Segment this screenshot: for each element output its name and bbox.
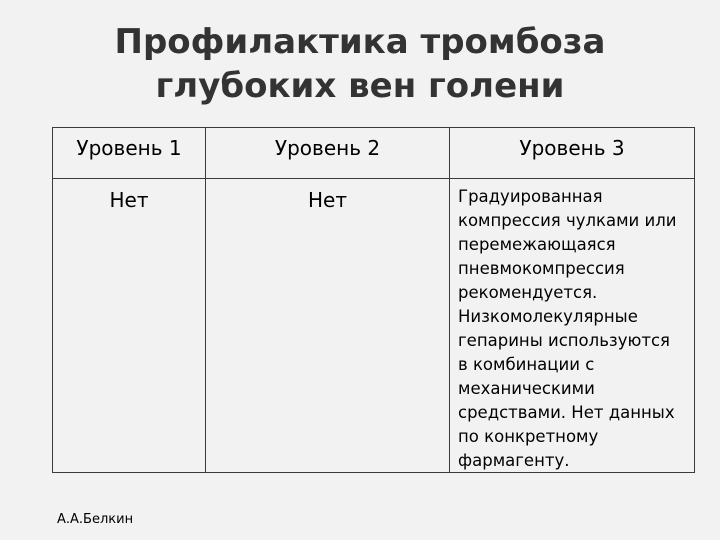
cell-level-3-line: перемежающаяся	[458, 235, 616, 254]
cell-level-3	[450, 179, 694, 473]
cell-level-3-line: гепарины используются	[458, 331, 670, 350]
slide-title-line-2: глубоких вен голени	[155, 66, 565, 106]
author-name: А.А.Белкин	[57, 512, 134, 527]
slide-title	[0, 20, 720, 108]
slide-title-line-1: Профилактика тромбоза	[114, 22, 606, 62]
cell-level-1: Нет	[53, 179, 206, 473]
cell-level-3-line: механическими	[458, 379, 595, 398]
cell-level-3-line: Градуированная	[458, 187, 603, 206]
cell-level-2: Нет	[206, 179, 450, 473]
header-level-3: Уровень 3	[450, 128, 694, 179]
cell-level-3-line: пневмокомпрессия	[458, 259, 625, 278]
header-level-1: Уровень 1	[53, 128, 206, 179]
cell-level-3-line: компрессия чулками или	[458, 211, 677, 230]
cell-level-3-line: фармагенту.	[458, 451, 570, 470]
cell-level-3-line: Низкомолекулярные	[458, 307, 638, 326]
cell-level-3-line: в комбинации с	[458, 355, 595, 374]
cell-level-3-line: средствами. Нет данных	[458, 403, 675, 422]
cell-level-3-line: по конкретному	[458, 427, 599, 446]
header-level-2: Уровень 2	[206, 128, 450, 179]
prophylaxis-table	[52, 127, 695, 473]
cell-level-3-line: рекомендуется.	[458, 283, 598, 302]
